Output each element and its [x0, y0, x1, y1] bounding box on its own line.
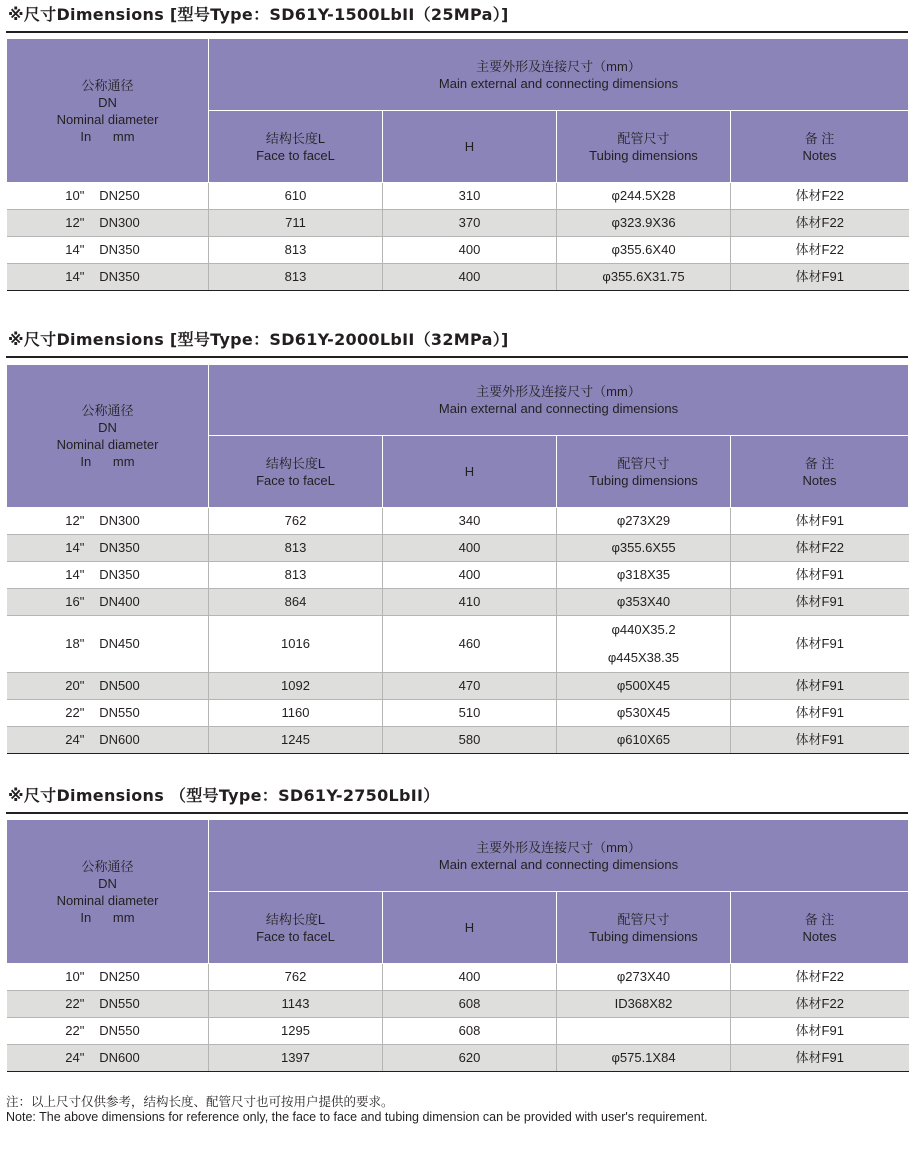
face-to-face-cell: 711 — [209, 210, 383, 237]
face-to-face-cell: 1016 — [209, 616, 383, 673]
notes-cell: 体材F91 — [731, 616, 909, 673]
face-cn: 结构长度L — [265, 911, 326, 927]
nominal-cell — [7, 700, 209, 727]
table-row — [7, 210, 909, 237]
face-to-face-cell: 813 — [209, 535, 383, 562]
nominal-inch: 10" — [65, 188, 85, 203]
nominal-diameter-header — [7, 39, 209, 183]
tubing-cell: φ273X40 — [557, 964, 731, 991]
tubing-cell: φ355.6X40 — [557, 237, 731, 264]
h-cell: 510 — [383, 700, 557, 727]
tubing-header — [557, 111, 731, 183]
nominal-inch: 14" — [65, 242, 85, 257]
nominal-inch: 10" — [65, 969, 85, 984]
h-header: H — [383, 111, 557, 183]
notes-en: Notes — [802, 147, 837, 163]
nominal-dn: DN300 — [99, 513, 140, 528]
tubing-cell — [557, 1018, 731, 1045]
h-cell: 400 — [383, 535, 557, 562]
face-en: Face to faceL — [256, 928, 335, 944]
nominal-dn: DN350 — [99, 567, 140, 582]
face-to-face-header — [209, 436, 383, 508]
nominal-cell — [7, 589, 209, 616]
section-title: ※尺寸Dimensions （型号Type：SD61Y-2750LbII） — [8, 786, 440, 805]
face-to-face-cell: 1092 — [209, 673, 383, 700]
face-to-face-cell: 1295 — [209, 1018, 383, 1045]
nominal-en: Nominal diameter — [56, 892, 159, 908]
notes-cell: 体材F91 — [731, 727, 909, 754]
face-en: Face to faceL — [256, 147, 335, 163]
tubing-cell: φ530X45 — [557, 700, 731, 727]
dimensions-table — [6, 819, 909, 1072]
table-row — [7, 264, 909, 291]
notes-cn: 备 注 — [804, 455, 835, 471]
nominal-dn: DN350 — [99, 242, 140, 257]
face-en: Face to faceL — [256, 472, 335, 488]
face-to-face-cell: 864 — [209, 589, 383, 616]
face-to-face-cell: 1245 — [209, 727, 383, 754]
tubing-en: Tubing dimensions — [589, 147, 698, 163]
nominal-dn: DN250 — [99, 188, 140, 203]
main-dimensions-cn: 主要外形及连接尺寸（mm） — [476, 384, 641, 399]
notes-cell: 体材F91 — [731, 1045, 909, 1072]
notes-cell: 体材F91 — [731, 264, 909, 291]
nominal-dn: DN350 — [99, 540, 140, 555]
nominal-dn: DN500 — [99, 678, 140, 693]
tubing-cell: φ500X45 — [557, 673, 731, 700]
nominal-dn: DN300 — [99, 215, 140, 230]
face-to-face-cell: 1143 — [209, 991, 383, 1018]
nominal-dn: DN350 — [99, 269, 140, 284]
nominal-diameter-header — [7, 820, 209, 964]
nominal-inch: 18" — [65, 636, 85, 651]
section-title: ※尺寸Dimensions [型号Type：SD61Y-2000LbII（32MPa）] — [8, 330, 509, 349]
nominal-inch: 22" — [65, 996, 85, 1011]
nominal-inch: 14" — [65, 567, 85, 582]
face-to-face-header — [209, 892, 383, 964]
notes-cell: 体材F22 — [731, 535, 909, 562]
h-header: H — [383, 436, 557, 508]
nominal-cell — [7, 964, 209, 991]
notes-cell: 体材F91 — [731, 589, 909, 616]
h-cell: 470 — [383, 673, 557, 700]
face-cn: 结构长度L — [265, 455, 326, 471]
nominal-inch: 20" — [65, 678, 85, 693]
nominal-dn: DN450 — [99, 636, 140, 651]
h-cell: 370 — [383, 210, 557, 237]
table-row — [7, 991, 909, 1018]
tubing-cn: 配管尺寸 — [617, 911, 670, 927]
table-row — [7, 589, 909, 616]
nominal-units: In mm — [80, 454, 135, 469]
face-to-face-cell: 610 — [209, 183, 383, 210]
notes-cell: 体材F91 — [731, 700, 909, 727]
nominal-inch: 12" — [65, 215, 85, 230]
h-cell: 410 — [383, 589, 557, 616]
footnote-cn: 注：以上尺寸仅供参考，结构长度、配管尺寸也可按用户提供的要求。 — [6, 1095, 394, 1109]
nominal-inch: 24" — [65, 1050, 85, 1065]
tubing-cell: φ273X29 — [557, 508, 731, 535]
table-row — [7, 508, 909, 535]
h-cell: 460 — [383, 616, 557, 673]
nominal-inch: 24" — [65, 732, 85, 747]
notes-cn: 备 注 — [804, 911, 835, 927]
notes-cell: 体材F91 — [731, 562, 909, 589]
nominal-cell — [7, 562, 209, 589]
face-to-face-cell: 813 — [209, 264, 383, 291]
h-cell: 340 — [383, 508, 557, 535]
tubing-cell: φ323.9X36 — [557, 210, 731, 237]
nominal-cell — [7, 210, 209, 237]
h-cell: 580 — [383, 727, 557, 754]
table-row — [7, 562, 909, 589]
footnote-en: Note: The above dimensions for reference only, the face to face and tubing dimension can be provided with user's requirement. — [6, 1110, 708, 1124]
h-cell: 608 — [383, 991, 557, 1018]
main-dimensions-en: Main external and connecting dimensions — [438, 856, 679, 872]
nominal-diameter-header — [7, 365, 209, 508]
notes-cell: 体材F91 — [731, 1018, 909, 1045]
nominal-units: In mm — [80, 128, 135, 144]
tubing-en: Tubing dimensions — [589, 472, 698, 488]
section-title: ※尺寸Dimensions [型号Type：SD61Y-1500LbII（25MPa）] — [8, 5, 509, 24]
main-dimensions-header — [209, 820, 909, 892]
main-dimensions-en: Main external and connecting dimensions — [438, 75, 679, 91]
nominal-cn: 公称通径 — [81, 858, 134, 874]
notes-cell: 体材F22 — [731, 964, 909, 991]
table-row — [7, 964, 909, 991]
nominal-cell — [7, 535, 209, 562]
main-dimensions-cn: 主要外形及连接尺寸（mm） — [476, 839, 641, 855]
dimensions-table — [6, 38, 909, 291]
h-cell: 400 — [383, 237, 557, 264]
h-cell: 620 — [383, 1045, 557, 1072]
tubing-cell — [557, 616, 731, 673]
tubing-cell: φ610X65 — [557, 727, 731, 754]
dimensions-table — [6, 364, 909, 754]
nominal-cell — [7, 616, 209, 673]
nominal-inch: 14" — [65, 540, 85, 555]
nominal-en: Nominal diameter — [56, 437, 159, 452]
table-row — [7, 1045, 909, 1072]
face-to-face-cell: 813 — [209, 237, 383, 264]
tubing-cell: φ244.5X28 — [557, 183, 731, 210]
section-rule — [6, 812, 908, 814]
h-header: H — [383, 892, 557, 964]
nominal-dn: DN550 — [99, 1023, 140, 1038]
table-row — [7, 237, 909, 264]
tubing-en: Tubing dimensions — [589, 928, 698, 944]
tubing-cn: 配管尺寸 — [617, 455, 670, 471]
nominal-cell — [7, 508, 209, 535]
table-row — [7, 535, 909, 562]
nominal-cell — [7, 991, 209, 1018]
nominal-cell — [7, 673, 209, 700]
nominal-dn: DN600 — [99, 1050, 140, 1065]
face-to-face-cell: 813 — [209, 562, 383, 589]
nominal-inch: 22" — [65, 1023, 85, 1038]
notes-cell: 体材F91 — [731, 673, 909, 700]
tubing-cell: φ575.1X84 — [557, 1045, 731, 1072]
tubing-cn: 配管尺寸 — [617, 130, 670, 146]
nominal-en: Nominal diameter — [56, 111, 159, 127]
face-to-face-cell: 762 — [209, 964, 383, 991]
main-dimensions-en: Main external and connecting dimensions — [438, 401, 679, 416]
notes-header — [731, 892, 909, 964]
nominal-dn: DN400 — [99, 594, 140, 609]
tubing-cell: φ355.6X55 — [557, 535, 731, 562]
h-cell: 310 — [383, 183, 557, 210]
h-cell: 608 — [383, 1018, 557, 1045]
nominal-inch: 12" — [65, 513, 85, 528]
table-row — [7, 700, 909, 727]
face-to-face-header — [209, 111, 383, 183]
tubing-cell: φ355.6X31.75 — [557, 264, 731, 291]
tubing-header — [557, 436, 731, 508]
nominal-inch: 14" — [65, 269, 85, 284]
tubing-header — [557, 892, 731, 964]
notes-cell: 体材F22 — [731, 183, 909, 210]
nominal-cn: 公称通径 — [81, 403, 134, 418]
notes-en: Notes — [802, 928, 837, 944]
nominal-cell — [7, 237, 209, 264]
nominal-dn: DN — [98, 94, 117, 110]
notes-en: Notes — [802, 472, 837, 488]
tubing-cell: ID368X82 — [557, 991, 731, 1018]
notes-header — [731, 436, 909, 508]
table-row — [7, 616, 909, 673]
table-row — [7, 727, 909, 754]
table-row — [7, 183, 909, 210]
main-dimensions-cn: 主要外形及连接尺寸（mm） — [476, 58, 641, 74]
face-cn: 结构长度L — [265, 130, 326, 146]
nominal-dn: DN — [98, 420, 117, 435]
notes-cell: 体材F22 — [731, 991, 909, 1018]
tubing-value-alt: φ445X38.35 — [607, 650, 680, 665]
nominal-cell — [7, 727, 209, 754]
face-to-face-cell: 1160 — [209, 700, 383, 727]
notes-cell: 体材F22 — [731, 237, 909, 264]
section-rule — [6, 356, 908, 358]
nominal-inch: 16" — [65, 594, 85, 609]
nominal-cell — [7, 1018, 209, 1045]
table-row — [7, 673, 909, 700]
nominal-cn: 公称通径 — [81, 77, 134, 93]
nominal-dn: DN250 — [99, 969, 140, 984]
h-cell: 400 — [383, 562, 557, 589]
section-rule — [6, 31, 908, 33]
notes-cell: 体材F91 — [731, 508, 909, 535]
nominal-dn: DN600 — [99, 732, 140, 747]
nominal-cell — [7, 183, 209, 210]
nominal-dn: DN550 — [99, 996, 140, 1011]
nominal-dn: DN — [98, 875, 117, 891]
main-dimensions-header — [209, 365, 909, 436]
h-cell: 400 — [383, 264, 557, 291]
nominal-inch: 22" — [65, 705, 85, 720]
nominal-cell — [7, 1045, 209, 1072]
tubing-value: φ440X35.2 — [611, 622, 676, 637]
main-dimensions-header — [209, 39, 909, 111]
notes-cell: 体材F22 — [731, 210, 909, 237]
face-to-face-cell: 762 — [209, 508, 383, 535]
nominal-cell — [7, 264, 209, 291]
table-row — [7, 1018, 909, 1045]
tubing-cell: φ318X35 — [557, 562, 731, 589]
notes-cn: 备 注 — [804, 130, 835, 146]
h-cell: 400 — [383, 964, 557, 991]
nominal-dn: DN550 — [99, 705, 140, 720]
tubing-cell: φ353X40 — [557, 589, 731, 616]
notes-header — [731, 111, 909, 183]
nominal-units: In mm — [80, 909, 135, 925]
face-to-face-cell: 1397 — [209, 1045, 383, 1072]
